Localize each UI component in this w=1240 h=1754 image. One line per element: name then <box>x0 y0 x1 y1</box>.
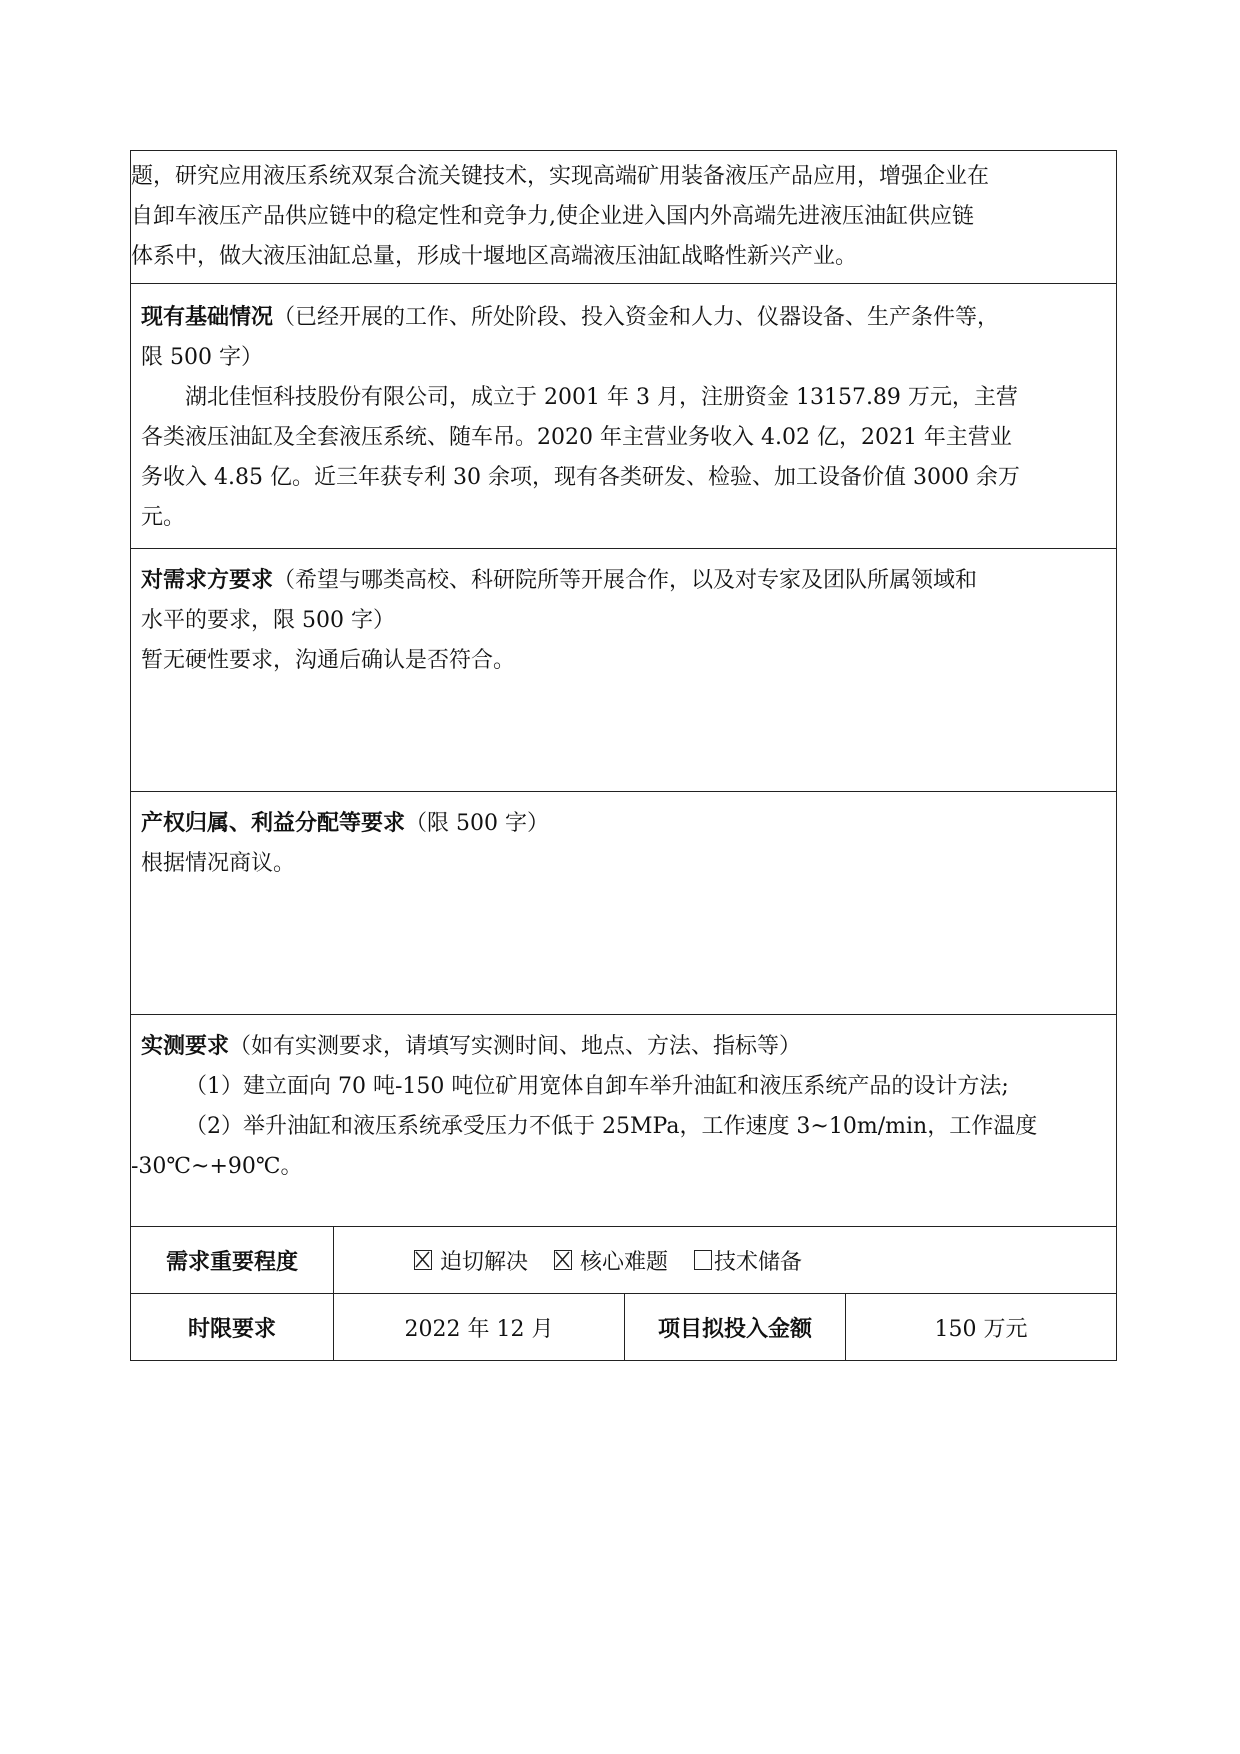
project-description-continuation <box>131 151 1116 284</box>
importance-option-label: 核心难题 <box>580 1249 669 1275</box>
importance-option-core[interactable] <box>554 1245 668 1276</box>
test-requirements-section <box>131 1015 1116 1227</box>
demand-requirements-label: 对需求方要求 <box>141 568 274 593</box>
demand-requirements-note: （希望与哪类高校、科研院所等开展合作，以及对专家及团队所属领域和 <box>273 568 978 593</box>
existing-basis-line: 元。 <box>141 505 186 530</box>
deadline-label: 时限要求 <box>131 1294 334 1360</box>
ip-ownership-note: （限 500 字） <box>405 811 549 836</box>
ip-ownership-section <box>131 792 1116 1015</box>
importance-option-label: 技术储备 <box>714 1249 803 1275</box>
ip-ownership-label: 产权归属、利益分配等要求 <box>141 811 406 836</box>
deadline-row <box>131 1294 1116 1360</box>
deadline-value: 2022 年 12 月 <box>334 1294 625 1360</box>
importance-options <box>334 1227 1116 1293</box>
test-requirement-line: （1）建立面向 70 吨-150 吨位矿用宽体自卸车举升油缸和液压系统产品的设计方法; <box>185 1074 1009 1099</box>
intro-line: 自卸车液压产品供应链中的稳定性和竞争力,使企业进入国内外高端先进液压油缸供应链 <box>131 204 974 229</box>
test-requirements-note: （如有实测要求，请填写实测时间、地点、方法、指标等） <box>229 1034 802 1059</box>
demand-requirements-note-cont: 水平的要求，限 500 字） <box>141 608 395 633</box>
checkbox-checked-icon[interactable] <box>554 1250 572 1270</box>
demand-requirements-text: 暂无硬性要求，沟通后确认是否符合。 <box>141 648 516 673</box>
ip-ownership-text: 根据情况商议。 <box>141 851 296 876</box>
test-requirement-line: （2）举升油缸和液压系统承受压力不低于 25MPa，工作速度 3~10m/min，工作温度 <box>185 1114 1038 1139</box>
requirement-form-table <box>130 150 1117 1361</box>
importance-option-reserve[interactable] <box>694 1245 802 1276</box>
test-requirement-line: -30℃~+90℃。 <box>131 1154 303 1179</box>
intro-line: 题，研究应用液压系统双泵合流关键技术，实现高端矿用装备液压产品应用，增强企业在 <box>131 164 990 189</box>
importance-label: 需求重要程度 <box>131 1227 334 1293</box>
importance-row <box>131 1227 1116 1294</box>
existing-basis-line: 各类液压油缸及全套液压系统、随车吊。2020 年主营业务收入 4.02 亿，2021 年主营业 <box>141 425 1012 450</box>
existing-basis-note: （已经开展的工作、所处阶段、投入资金和人力、仪器设备、生产条件等， <box>273 305 1000 330</box>
demand-requirements-section <box>131 549 1116 792</box>
existing-basis-section <box>131 284 1116 549</box>
checkbox-checked-icon[interactable] <box>414 1250 432 1270</box>
checkbox-empty-icon[interactable] <box>694 1250 712 1270</box>
investment-value: 150 万元 <box>934 1316 1028 1342</box>
importance-option-urgent[interactable] <box>414 1245 528 1276</box>
existing-basis-label: 现有基础情况 <box>141 305 274 330</box>
test-requirements-label: 实测要求 <box>141 1034 230 1059</box>
investment-label: 项目拟投入金额 <box>625 1294 846 1360</box>
importance-option-label: 迫切解决 <box>440 1249 529 1275</box>
existing-basis-line: 湖北佳恒科技股份有限公司，成立于 2001 年 3 月，注册资金 13157.89 万元，主营 <box>185 385 1018 410</box>
intro-line: 体系中，做大液压油缸总量，形成十堰地区高端液压油缸战略性新兴产业。 <box>131 244 858 269</box>
existing-basis-line: 务收入 4.85 亿。近三年获专利 30 余项，现有各类研发、检验、加工设备价值 3000 余万 <box>141 465 1020 490</box>
existing-basis-note-cont: 限 500 字） <box>141 345 263 370</box>
